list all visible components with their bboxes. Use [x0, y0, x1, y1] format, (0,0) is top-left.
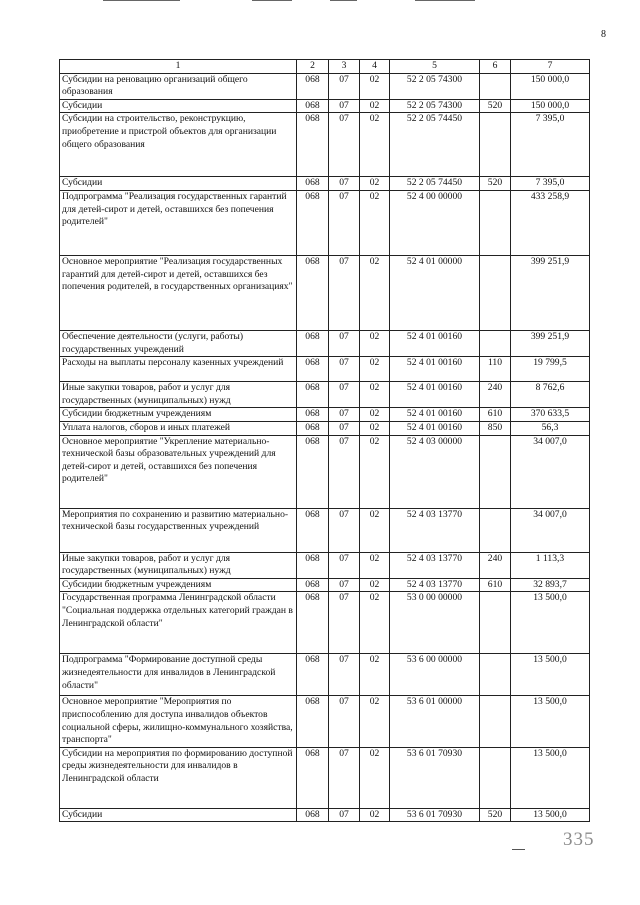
- row-amount: 13 500,0: [511, 808, 590, 822]
- row-name: Подпрограмма "Реализация государственных гарантий для детей-сирот и детей, оставшихся без попечения родителей": [60, 190, 297, 255]
- row-rz: 07: [329, 552, 360, 578]
- row-name: Основное мероприятие "Реализация государственных гарантий для детей-сирот и детей, оставшихся без попечения родителей, в государственных организациях": [60, 255, 297, 330]
- table-row: [60, 408, 590, 422]
- row-rz: 07: [329, 73, 360, 99]
- row-csr: 52 4 01 00160: [390, 330, 480, 356]
- row-csr: 52 2 05 74450: [390, 177, 480, 191]
- table-row: [60, 73, 590, 99]
- row-ved: 068: [297, 696, 329, 747]
- column-header: 7: [511, 60, 590, 74]
- row-ved: 068: [297, 435, 329, 508]
- row-vr: 240: [480, 552, 511, 578]
- row-rz: 07: [329, 421, 360, 435]
- row-rz: 07: [329, 330, 360, 356]
- table-row: [60, 808, 590, 822]
- row-csr: 53 6 01 00000: [390, 696, 480, 747]
- table-header-row: [60, 60, 590, 74]
- top-rule: [415, 0, 475, 1]
- row-amount: 150 000,0: [511, 99, 590, 113]
- top-rule: [103, 0, 180, 1]
- row-amount: 370 633,5: [511, 408, 590, 422]
- row-pr: 02: [360, 408, 390, 422]
- stamp-dash: [512, 849, 525, 850]
- row-rz: 07: [329, 808, 360, 822]
- row-vr: 520: [480, 177, 511, 191]
- row-vr: 850: [480, 421, 511, 435]
- row-pr: 02: [360, 190, 390, 255]
- row-amount: 13 500,0: [511, 654, 590, 696]
- row-ved: 068: [297, 808, 329, 822]
- row-pr: 02: [360, 73, 390, 99]
- row-amount: 7 395,0: [511, 113, 590, 177]
- table-row: [60, 190, 590, 255]
- row-ved: 068: [297, 508, 329, 552]
- row-amount: 399 251,9: [511, 330, 590, 356]
- row-rz: 07: [329, 578, 360, 592]
- row-rz: 07: [329, 113, 360, 177]
- row-rz: 07: [329, 747, 360, 808]
- row-pr: 02: [360, 255, 390, 330]
- row-pr: 02: [360, 654, 390, 696]
- row-vr: [480, 330, 511, 356]
- table-row: [60, 435, 590, 508]
- row-csr: 52 4 03 13770: [390, 552, 480, 578]
- row-amount: 399 251,9: [511, 255, 590, 330]
- table-row: [60, 592, 590, 654]
- row-rz: 07: [329, 592, 360, 654]
- row-csr: 53 6 00 00000: [390, 654, 480, 696]
- row-name: Субсидии бюджетным учреждениям: [60, 408, 297, 422]
- row-amount: 7 395,0: [511, 177, 590, 191]
- row-ved: 068: [297, 190, 329, 255]
- row-ved: 068: [297, 177, 329, 191]
- row-name: Субсидии: [60, 177, 297, 191]
- row-vr: [480, 73, 511, 99]
- row-pr: 02: [360, 357, 390, 382]
- table-row: [60, 113, 590, 177]
- row-amount: 56,3: [511, 421, 590, 435]
- row-rz: 07: [329, 654, 360, 696]
- row-rz: 07: [329, 508, 360, 552]
- row-csr: 52 4 01 00160: [390, 421, 480, 435]
- row-ved: 068: [297, 654, 329, 696]
- row-name: Субсидии: [60, 808, 297, 822]
- row-name: Уплата налогов, сборов и иных платежей: [60, 421, 297, 435]
- row-csr: 52 4 01 00160: [390, 382, 480, 408]
- row-vr: 520: [480, 808, 511, 822]
- row-name: Иные закупки товаров, работ и услуг для государственных (муниципальных) нужд: [60, 552, 297, 578]
- row-name: Мероприятия по сохранению и развитию материально-технической базы государственных учреждений: [60, 508, 297, 552]
- row-pr: 02: [360, 99, 390, 113]
- row-name: Субсидии бюджетным учреждениям: [60, 578, 297, 592]
- row-name: Субсидии на мероприятия по формированию доступной среды жизнедеятельности для инвалидов в Ленинградской области: [60, 747, 297, 808]
- row-ved: 068: [297, 255, 329, 330]
- row-pr: 02: [360, 808, 390, 822]
- row-pr: 02: [360, 747, 390, 808]
- row-rz: 07: [329, 190, 360, 255]
- row-amount: 150 000,0: [511, 73, 590, 99]
- row-rz: 07: [329, 255, 360, 330]
- table-row: [60, 330, 590, 356]
- row-vr: 110: [480, 357, 511, 382]
- row-vr: [480, 190, 511, 255]
- top-rule: [330, 0, 357, 1]
- row-pr: 02: [360, 177, 390, 191]
- column-header: 2: [297, 60, 329, 74]
- row-amount: 34 007,0: [511, 435, 590, 508]
- column-header: 3: [329, 60, 360, 74]
- row-pr: 02: [360, 113, 390, 177]
- row-amount: 433 258,9: [511, 190, 590, 255]
- row-name: Основное мероприятие "Мероприятия по приспособлению для доступа инвалидов объектов социальной сферы, жилищно-коммунального хозяйства, транспорта": [60, 696, 297, 747]
- row-vr: [480, 255, 511, 330]
- row-ved: 068: [297, 382, 329, 408]
- row-pr: 02: [360, 508, 390, 552]
- row-name: Субсидии: [60, 99, 297, 113]
- row-amount: 13 500,0: [511, 592, 590, 654]
- row-pr: 02: [360, 696, 390, 747]
- row-csr: 52 2 05 74300: [390, 99, 480, 113]
- table-row: [60, 552, 590, 578]
- table-row: [60, 177, 590, 191]
- row-csr: 53 6 01 70930: [390, 747, 480, 808]
- row-rz: 07: [329, 696, 360, 747]
- row-rz: 07: [329, 408, 360, 422]
- row-rz: 07: [329, 382, 360, 408]
- row-csr: 53 0 00 00000: [390, 592, 480, 654]
- table-row: [60, 255, 590, 330]
- row-amount: 1 113,3: [511, 552, 590, 578]
- row-ved: 068: [297, 552, 329, 578]
- row-csr: 53 6 01 70930: [390, 808, 480, 822]
- row-vr: [480, 696, 511, 747]
- row-pr: 02: [360, 330, 390, 356]
- row-name: Субсидии на реновацию организаций общего образования: [60, 73, 297, 99]
- page-number: 8: [601, 29, 606, 40]
- row-csr: 52 4 01 00160: [390, 408, 480, 422]
- row-csr: 52 4 03 00000: [390, 435, 480, 508]
- row-vr: [480, 592, 511, 654]
- top-rule: [252, 0, 292, 1]
- row-vr: 610: [480, 408, 511, 422]
- row-vr: [480, 654, 511, 696]
- row-pr: 02: [360, 421, 390, 435]
- column-header: 5: [390, 60, 480, 74]
- row-vr: 520: [480, 99, 511, 113]
- row-pr: 02: [360, 578, 390, 592]
- row-pr: 02: [360, 382, 390, 408]
- table-row: [60, 696, 590, 747]
- row-ved: 068: [297, 73, 329, 99]
- table-row: [60, 654, 590, 696]
- row-rz: 07: [329, 435, 360, 508]
- row-vr: [480, 113, 511, 177]
- row-ved: 068: [297, 421, 329, 435]
- row-amount: 34 007,0: [511, 508, 590, 552]
- row-ved: 068: [297, 408, 329, 422]
- row-amount: 32 893,7: [511, 578, 590, 592]
- row-pr: 02: [360, 435, 390, 508]
- row-name: Основное мероприятие "Укрепление материально-технической базы образовательных учреждений для детей-сирот и детей, оставшихся без попечения родителей": [60, 435, 297, 508]
- row-csr: 52 4 01 00000: [390, 255, 480, 330]
- row-ved: 068: [297, 113, 329, 177]
- budget-table: [59, 59, 590, 822]
- row-name: Подпрограмма "Формирование доступной среды жизнедеятельности для инвалидов в Ленинградской области": [60, 654, 297, 696]
- row-pr: 02: [360, 592, 390, 654]
- row-ved: 068: [297, 578, 329, 592]
- row-csr: 52 4 03 13770: [390, 508, 480, 552]
- table-row: [60, 421, 590, 435]
- row-csr: 52 4 00 00000: [390, 190, 480, 255]
- row-name: Субсидии на строительство, реконструкцию, приобретение и пристрой объектов для организации общего образования: [60, 113, 297, 177]
- row-name: Иные закупки товаров, работ и услуг для государственных (муниципальных) нужд: [60, 382, 297, 408]
- row-rz: 07: [329, 99, 360, 113]
- row-vr: 610: [480, 578, 511, 592]
- row-vr: [480, 435, 511, 508]
- table-row: [60, 357, 590, 382]
- row-amount: 8 762,6: [511, 382, 590, 408]
- table-row: [60, 578, 590, 592]
- row-amount: 19 799,5: [511, 357, 590, 382]
- row-name: Государственная программа Ленинградской области "Социальная поддержка отдельных категорий граждан в Ленинградской области": [60, 592, 297, 654]
- row-amount: 13 500,0: [511, 696, 590, 747]
- row-csr: 52 2 05 74450: [390, 113, 480, 177]
- column-header: 1: [60, 60, 297, 74]
- row-ved: 068: [297, 592, 329, 654]
- row-vr: 240: [480, 382, 511, 408]
- row-ved: 068: [297, 747, 329, 808]
- row-ved: 068: [297, 357, 329, 382]
- row-csr: 52 2 05 74300: [390, 73, 480, 99]
- row-ved: 068: [297, 330, 329, 356]
- row-amount: 13 500,0: [511, 747, 590, 808]
- row-rz: 07: [329, 357, 360, 382]
- page-stamp: 335: [563, 829, 595, 850]
- row-csr: 52 4 01 00160: [390, 357, 480, 382]
- column-header: 6: [480, 60, 511, 74]
- column-header: 4: [360, 60, 390, 74]
- row-rz: 07: [329, 177, 360, 191]
- row-vr: [480, 508, 511, 552]
- row-pr: 02: [360, 552, 390, 578]
- table-row: [60, 508, 590, 552]
- table-row: [60, 747, 590, 808]
- row-csr: 52 4 03 13770: [390, 578, 480, 592]
- row-vr: [480, 747, 511, 808]
- row-ved: 068: [297, 99, 329, 113]
- row-name: Обеспечение деятельности (услуги, работы) государственных учреждений: [60, 330, 297, 356]
- table-row: [60, 99, 590, 113]
- row-name: Расходы на выплаты персоналу казенных учреждений: [60, 357, 297, 382]
- table-row: [60, 382, 590, 408]
